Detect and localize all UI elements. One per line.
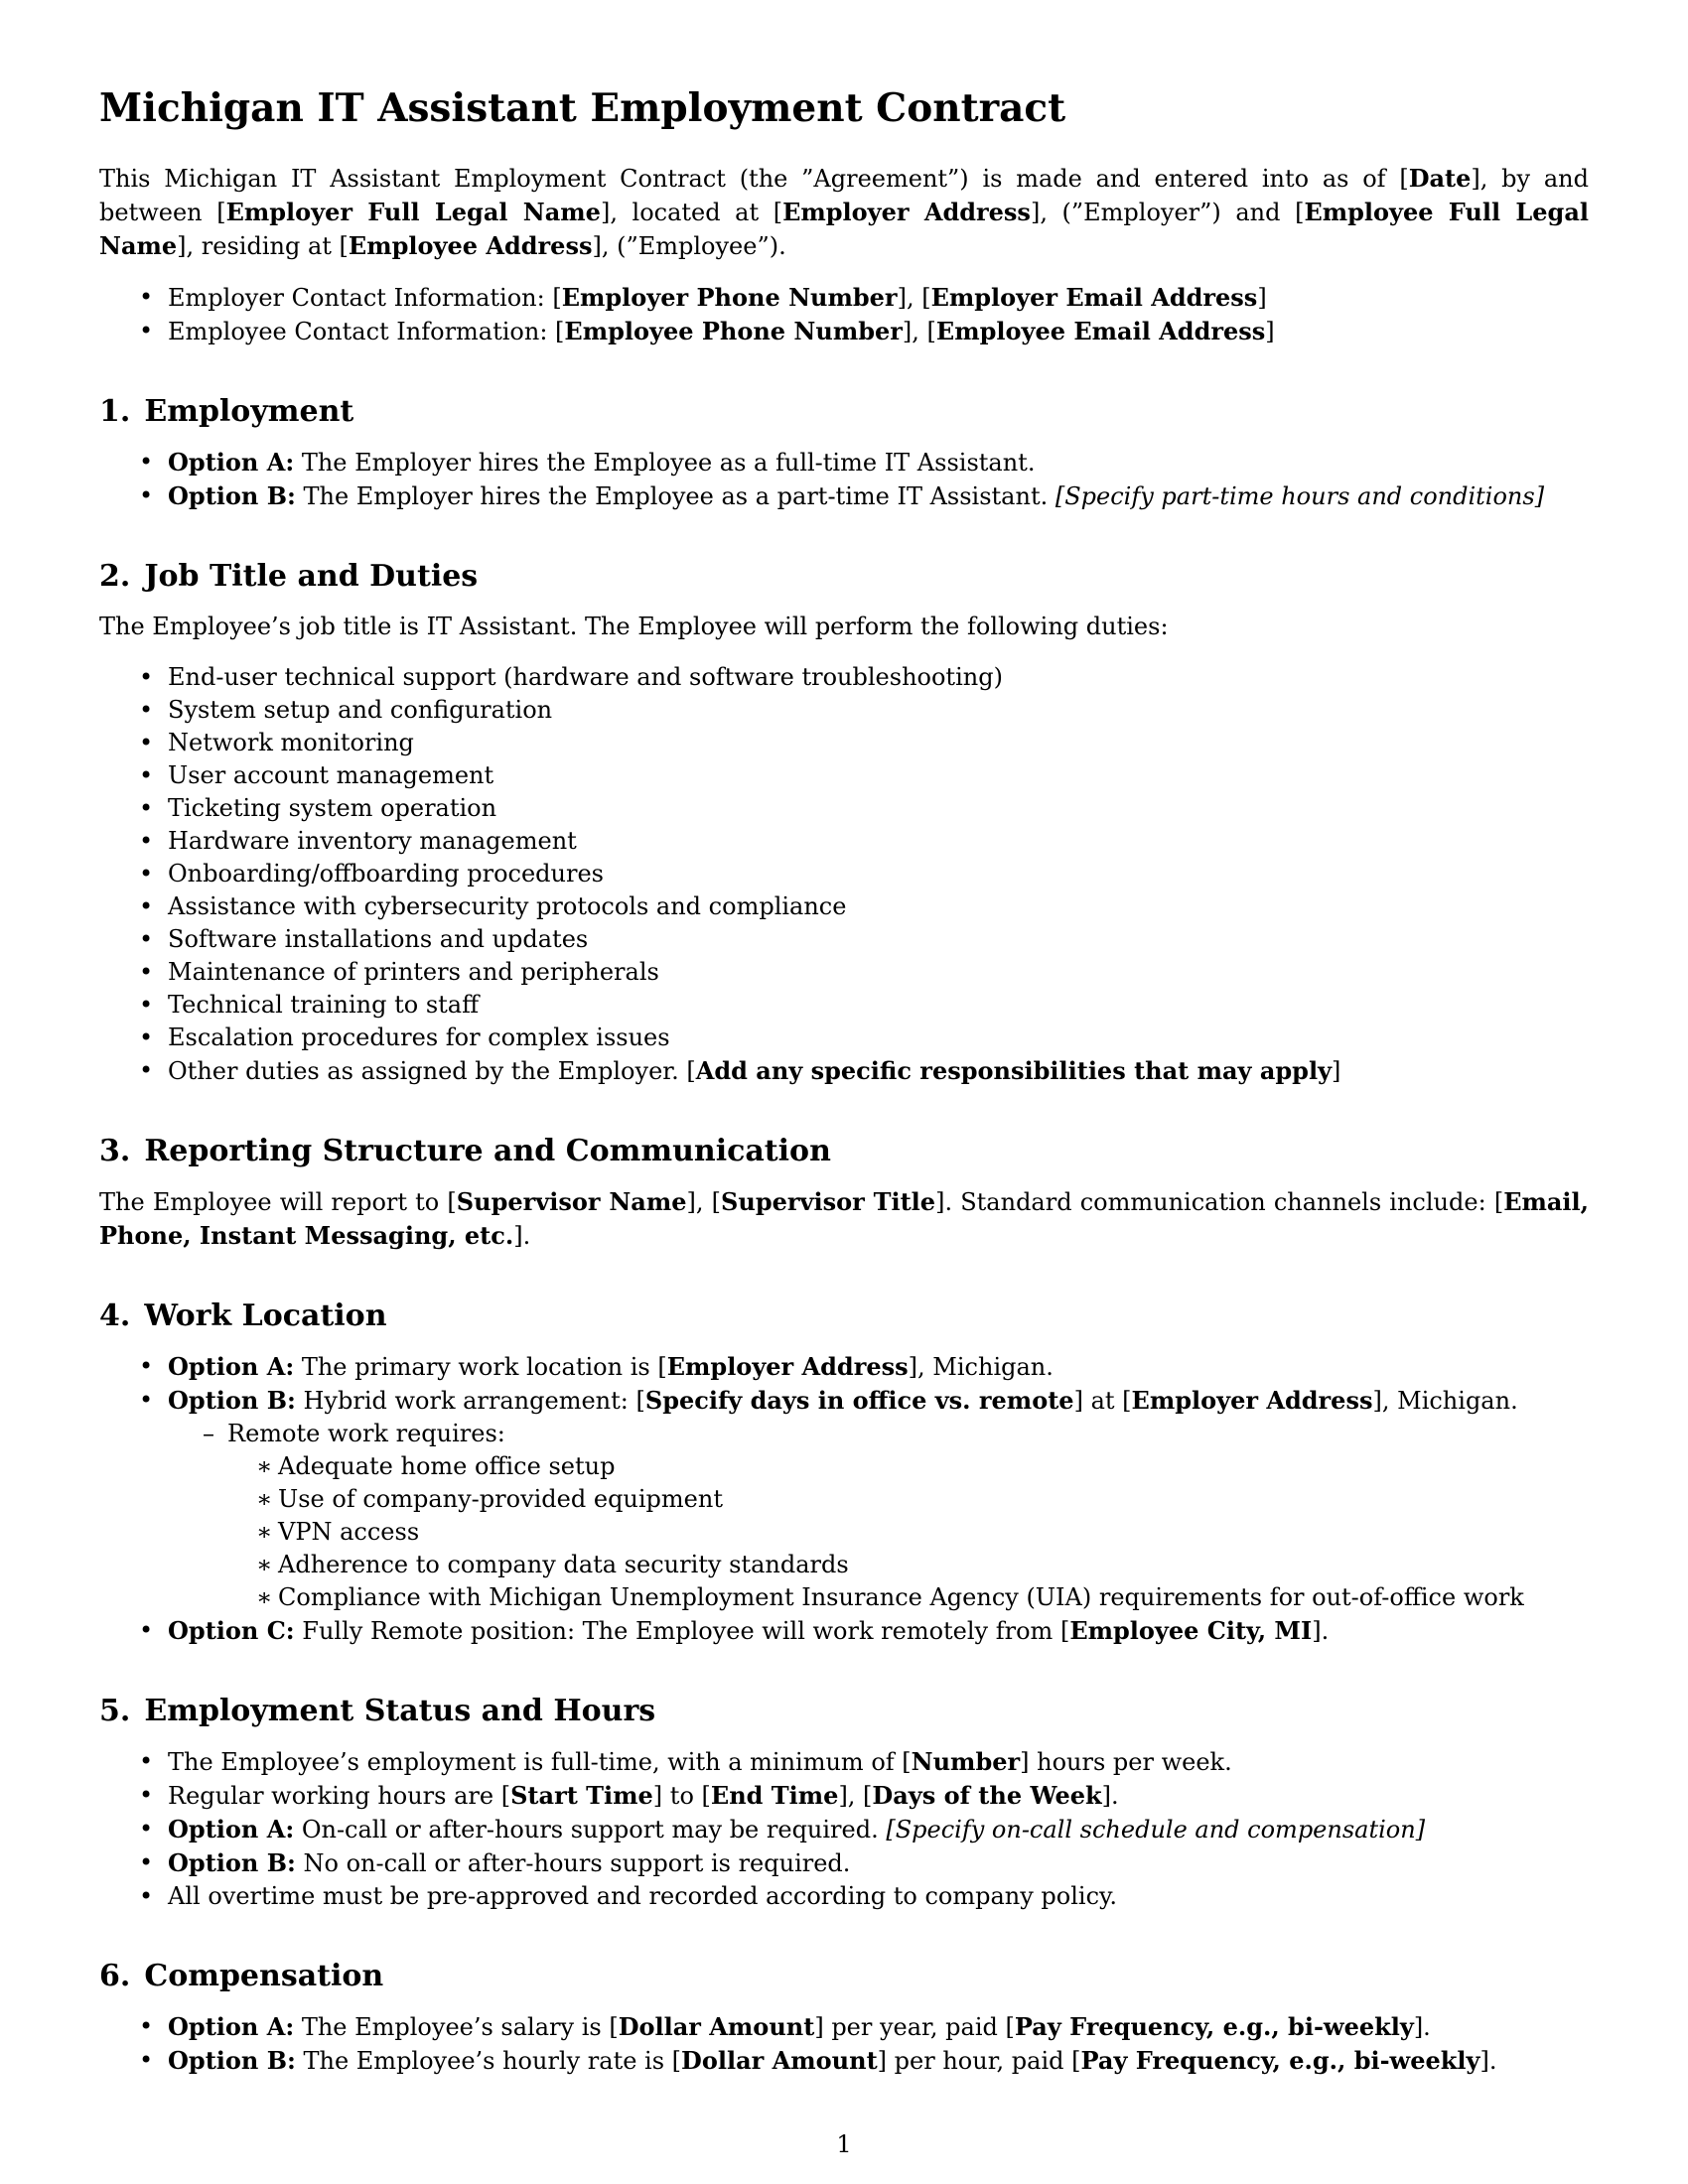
list-item: • Technical training to staff xyxy=(99,989,1589,1022)
list-item: • Option B: The Employer hires the Employee as a part-time IT Assistant. [Specify part-time hours and conditions] xyxy=(99,479,1589,513)
section-heading: 3. Reporting Structure and Communication xyxy=(99,1133,831,1168)
employer-address-placeholder: Employer Address xyxy=(782,197,1031,226)
list-item: • The Employee’s employment is full-time, with a minimum of [Number] hours per week. xyxy=(99,1745,1589,1779)
work-location-options xyxy=(99,1350,1589,1648)
list-item: • Hardware inventory management xyxy=(99,825,1589,858)
section-heading: 6. Compensation xyxy=(99,1958,384,1993)
list-item: • Option B: The Employee’s hourly rate is [Dollar Amount] per hour, paid [Pay Frequency, e.g., bi-weekly]. xyxy=(99,2044,1589,2078)
document-title: Michigan IT Assistant Employment Contract xyxy=(99,85,1066,131)
list-item: ∗ Compliance with Michigan Unemployment Insurance Agency (UIA) requirements for out-of-office work xyxy=(227,1581,1589,1614)
section-text: The Employee will report to [Supervisor Name], [Supervisor Title]. Standard communication channels include: [Email, Phone, Instant Messaging, etc.]. xyxy=(99,1186,1590,1250)
employer-name-placeholder: Employer Full Legal Name xyxy=(225,197,601,226)
list-item: • Option B: No on-call or after-hours support is required. xyxy=(99,1846,1589,1880)
list-item: ∗ VPN access xyxy=(227,1516,1589,1549)
section-heading: 5. Employment Status and Hours xyxy=(99,1693,656,1728)
intro-paragraph: This Michigan IT Assistant Employment Contract (the ”Agreement”) is made and entered into as of [Date], by and between [Employer Full Legal Name], located at [Employer Address], (”Employer”) and [Employee Full Legal Name], residing at [Employee Address], (”Employee”). xyxy=(99,163,1589,260)
sub-list xyxy=(168,1418,1589,1614)
list-item: • System setup and configuration xyxy=(99,694,1589,727)
section-text: The Employee’s job title is IT Assistant. The Employee will perform the following duties: xyxy=(99,612,1169,640)
list-item: • Onboarding/offboarding procedures xyxy=(99,858,1589,890)
list-item: • All overtime must be pre-approved and recorded according to company policy. xyxy=(99,1880,1589,1913)
list-item: • Ticketing system operation xyxy=(99,792,1589,825)
section-heading: 4. Work Location xyxy=(99,1297,387,1333)
list-item: • Assistance with cybersecurity protocols and compliance xyxy=(99,890,1589,923)
list-item: ∗ Adequate home office setup xyxy=(227,1450,1589,1483)
employee-name-placeholder: Employee Full Legal Name xyxy=(99,197,1589,260)
list-item: • Maintenance of printers and peripherals xyxy=(99,956,1589,989)
employee-address-placeholder: Employee Address xyxy=(348,230,593,260)
list-item: • User account management xyxy=(99,759,1589,792)
list-item: • Other duties as assigned by the Employer. [Add any specific responsibilities that may apply] xyxy=(99,1054,1589,1088)
list-item: • Regular working hours are [Start Time] to [End Time], [Days of the Week]. xyxy=(99,1779,1589,1813)
list-item: • Option A: The Employee’s salary is [Dollar Amount] per year, paid [Pay Frequency, e.g., bi-weekly]. xyxy=(99,2010,1589,2044)
remote-requirements xyxy=(227,1450,1589,1614)
hours-list xyxy=(99,1745,1589,1913)
list-item: • Software installations and updates xyxy=(99,923,1589,956)
duties-list xyxy=(99,661,1589,1088)
list-item: ∗ Adherence to company data security standards xyxy=(227,1549,1589,1581)
list-item: ∗ Use of company-provided equipment xyxy=(227,1483,1589,1516)
date-placeholder: Date xyxy=(1408,163,1472,193)
contact-list xyxy=(99,281,1589,348)
list-item: • Employer Contact Information: [Employer Phone Number], [Employer Email Address] xyxy=(99,281,1589,315)
list-item: – Remote work requires: ∗ Adequate home office setup ∗ Use of company-provided equipment ∗ VPN access ∗ Adherence to company data security standards ∗ Compliance with Michigan Unemployment Insurance Agency (UIA) requirements for out-of-office work xyxy=(168,1418,1589,1614)
list-item: • Option A: On-call or after-hours support may be required. [Specify on-call schedule and compensation] xyxy=(99,1813,1589,1846)
list-item: • Escalation procedures for complex issues xyxy=(99,1022,1589,1054)
employment-options xyxy=(99,446,1589,513)
list-item: • Option C: Fully Remote position: The Employee will work remotely from [Employee City, MI]. xyxy=(99,1614,1589,1648)
compensation-options xyxy=(99,2010,1589,2078)
section-heading: 2. Job Title and Duties xyxy=(99,558,479,594)
list-item: • Option B: Hybrid work arrangement: [Specify days in office vs. remote] at [Employer Address], Michigan. – Remote work requires: ∗ Adequate home office setup ∗ Use of company-provided equipment ∗ VPN access ∗ Adherence to company data security standards ∗ Compliance with Michigan Unemployment Insurance Agency (UIA) requirements for out-of-office work xyxy=(99,1384,1589,1614)
list-item: • Option A: The Employer hires the Employee as a full-time IT Assistant. xyxy=(99,446,1589,479)
list-item: • Employee Contact Information: [Employee Phone Number], [Employee Email Address] xyxy=(99,315,1589,348)
page-number: 1 xyxy=(836,2130,852,2158)
list-item: • Network monitoring xyxy=(99,727,1589,759)
list-item: • Option A: The primary work location is [Employer Address], Michigan. xyxy=(99,1350,1589,1384)
contract-page xyxy=(99,85,1589,2078)
section-heading: 1. Employment xyxy=(99,393,354,429)
list-item: • End-user technical support (hardware and software troubleshooting) xyxy=(99,661,1589,694)
